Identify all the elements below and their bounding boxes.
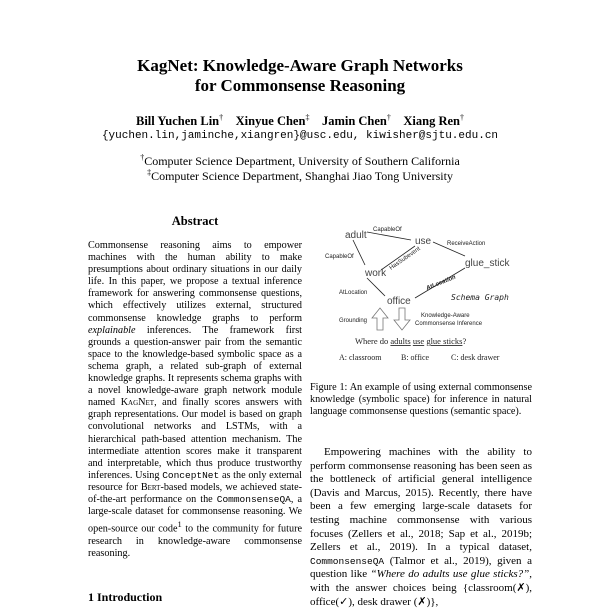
answer-choice-a: A: classroom [339, 353, 382, 362]
figure-caption [310, 382, 532, 418]
title-line-1: KagNet: Knowledge-Aware Graph Networks [137, 56, 463, 75]
edge-label-receiveaction: ReceiveAction [447, 241, 486, 247]
author-emails: {yuchen.lin,jaminche,xiangren}@usc.edu, kiwisher@sjtu.edu.cn [101, 130, 499, 142]
edge-label-atlocation: AtLocation [339, 290, 368, 296]
schema-graph-label: Schema Graph [451, 293, 509, 302]
author-mark: † [219, 113, 224, 122]
abstract-heading: Abstract [171, 214, 219, 228]
abstract-text: inferences. The framework first grounds a question-answer pair from the semantic space to the knowledge-based symbolic space as a schema graph, a related sub-graph of external knowledge graphs. It represents schema graphs with a novel knowledge-aware graph network module named [88, 324, 302, 409]
abstract-text: Commonsense reasoning aims to empower machines with the human ability to make presumptions about ordinary situations in our daily life. In this paper, we propose a textual inference framework for answering commonsense questions, which effectively utilizes external, structured commonsense knowledge graphs to perform [88, 240, 302, 324]
caption-text: An example of using external commonsense knowledge (symbolic space) for inference in natural language commonsense questions (semantic space). [310, 382, 533, 418]
author-list [0, 113, 600, 129]
affiliation-1 [0, 153, 600, 169]
author-mark: † [386, 113, 391, 122]
author-mark: † [460, 113, 464, 122]
answer-choice-c: C: desk drawer [451, 353, 500, 362]
abstract-emphasis: explainable [88, 324, 136, 336]
edge-label-atlocation: AtLocation [425, 274, 457, 292]
paper-title [0, 56, 600, 96]
author-name: Jamin Chen [321, 114, 387, 129]
grounding-label: Grounding [339, 318, 368, 324]
edge-label-hassubevent: HasSubevent [388, 246, 422, 272]
author-mark: ‡ [305, 113, 310, 122]
author-name: Xiang Ren [403, 114, 460, 129]
edge-label-capableof: CapableOf [373, 227, 402, 233]
kagnet-name: KagNet [120, 397, 155, 409]
node-office: office [387, 296, 411, 307]
intro-paragraph [310, 446, 532, 609]
abstract-text: to the community for future research in knowledge-aware commonsense reasoning. [88, 523, 302, 559]
answer-choice-b: B: office [401, 353, 430, 362]
dataset-name: CommonsenseQA [216, 493, 291, 505]
affiliation-mark: † [140, 153, 145, 162]
affiliation-mark: ‡ [147, 168, 152, 177]
inference-label: Commonsense Inference [415, 321, 483, 327]
caption-label: Figure 1: [310, 382, 348, 393]
abstract-text: , and finally scores answers with graph representations. Our model is based on graph convolutional networks and LSTMs, with a hierarchical path-based attention mechanism. The intermediate attention scores make it transparent and interpretable, which thus produce trustworthy inferences. Using [88, 397, 302, 481]
conceptnet-name: ConceptNet [162, 469, 220, 481]
bert-name: Bert [140, 481, 161, 493]
affiliation-text: Computer Science Department, University of Southern California [144, 154, 460, 168]
abstract-text: , a large-scale dataset for commonsense reasoning. We open-source our code [88, 493, 302, 535]
dataset-name: CommonsenseQA [310, 555, 385, 567]
edge-work-office [367, 278, 385, 296]
author-name: Bill Yuchen Lin [135, 114, 220, 129]
node-glue-stick: glue_stick [465, 258, 510, 269]
abstract-body [88, 240, 302, 560]
inference-arrow-icon [394, 308, 410, 330]
affiliation-2 [0, 168, 600, 184]
abstract-text: -based models, we achieved state-of-the-art performance on the [88, 481, 303, 505]
edge-label-capableof: CapableOf [325, 254, 354, 260]
edge-adult-use [367, 232, 411, 240]
node-work: work [365, 268, 387, 279]
author-name: Xinyue Chen [235, 114, 306, 129]
figure-1-diagram [325, 218, 530, 373]
question-text: Where do adults use glue sticks? [355, 336, 467, 346]
body-text: , with the answer choices being {classroom(✗), office(✓), desk drawer (✗)}, [310, 568, 532, 608]
footnote-mark: 1 [177, 519, 182, 530]
affiliation-text: Computer Science Department, Shanghai Jiao Tong University [151, 169, 453, 183]
node-use: use [415, 236, 432, 247]
title-line-2: for Commonsense Reasoning [194, 76, 406, 95]
section-heading: 1 Introduction [88, 590, 163, 604]
grounding-arrow-icon [372, 308, 388, 330]
node-adult: adult [345, 230, 367, 241]
edge-adult-work [353, 240, 365, 265]
body-text: Empowering machines with the ability to perform commonsense reasoning has been seen as the bottleneck of artificial general intelligence (Davis and Marcus, 2015). Recently, there have been a few emerging large-scale datasets for testing machine commonsense with various focuses (Zellers et al., 2018; Sap et al., 2019b; Zellers et al., 2019). In a typical dataset, [310, 446, 532, 554]
abstract-text: as the only external resource for [88, 469, 302, 493]
body-text: (Talmor et al., 2019), given a question like [310, 554, 532, 581]
inference-label: Knowledge-Aware [421, 313, 470, 319]
example-question: “Where do adults use glue sticks?” [370, 568, 530, 581]
